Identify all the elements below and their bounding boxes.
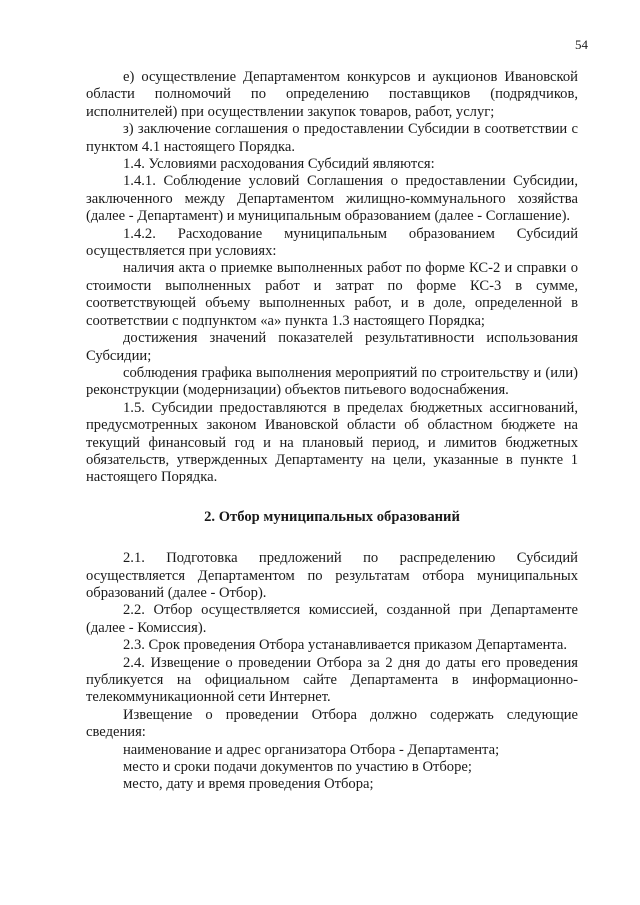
paragraph: место, дату и время проведения Отбора; <box>123 776 374 793</box>
paragraph: 2.1. Подготовка предложений по распределению Субсидий осуществляется Департаментом по результатам отбора муниципальных образований (далее - Отбор). <box>86 550 578 601</box>
section-heading: 2. Отбор муниципальных образований <box>204 508 460 525</box>
document-body <box>86 69 578 794</box>
paragraph: наименование и адрес организатора Отбора - Департамента; <box>123 741 500 758</box>
paragraph: е) осуществление Департаментом конкурсов и аукционов Ивановской области полномочий по определению поставщиков (подрядчиков, исполнителей) при осуществлении закупок товаров, работ, услуг; <box>86 69 578 120</box>
paragraph: 1.4.2. Расходование муниципальным образованием Субсидий осуществляется при условиях: <box>86 225 578 260</box>
paragraph: Извещение о проведении Отбора должно содержать следующие сведения: <box>86 706 578 741</box>
page-number: 54 <box>575 37 588 52</box>
paragraph: 1.4.1. Соблюдение условий Соглашения о предоставлении Субсидии, заключенного между Департаментом жилищно-коммунального хозяйства (далее - Департамент) и муниципальным образованием (далее - Соглашение). <box>86 173 578 225</box>
paragraph: 2.4. Извещение о проведении Отбора за 2 дня до даты его проведения публикуется на официальном сайте Департамента в информационно-телекоммуникационной сети Интернет. <box>86 654 578 706</box>
paragraph: з) заключение соглашения о предоставлении Субсидии в соответствии с пунктом 4.1 настоящего Порядка. <box>86 121 578 155</box>
paragraph: место и сроки подачи документов по участию в Отборе; <box>123 759 472 776</box>
paragraph: 1.4. Условиями расходования Субсидий являются: <box>123 156 435 173</box>
paragraph: наличия акта о приемке выполненных работ по форме КС-2 и справки о стоимости выполненных работ и затрат по форме КС-3 в сумме, соответствующей объему выполненных работ, и в доле, определенной в соответствии с подпунктом «а» пункта 1.3 настоящего Порядка; <box>86 260 578 329</box>
paragraph: 1.5. Субсидии предоставляются в пределах бюджетных ассигнований, предусмотренных законом Ивановской области об областном бюджете на текущий финансовый год и на плановый период, и лимитов бюджетных обязательств, утвержденных Департаменту на цели, указанные в пункте 1 настоящего Порядка. <box>86 399 578 486</box>
paragraph: достижения значений показателей результативности использования Субсидии; <box>86 330 578 364</box>
paragraph: 2.3. Срок проведения Отбора устанавливается приказом Департамента. <box>123 637 568 654</box>
paragraph: 2.2. Отбор осуществляется комиссией, созданной при Департаменте (далее - Комиссия). <box>86 602 578 636</box>
paragraph: соблюдения графика выполнения мероприятий по строительству и (или) реконструкции (модернизации) объектов питьевого водоснабжения. <box>86 364 578 399</box>
